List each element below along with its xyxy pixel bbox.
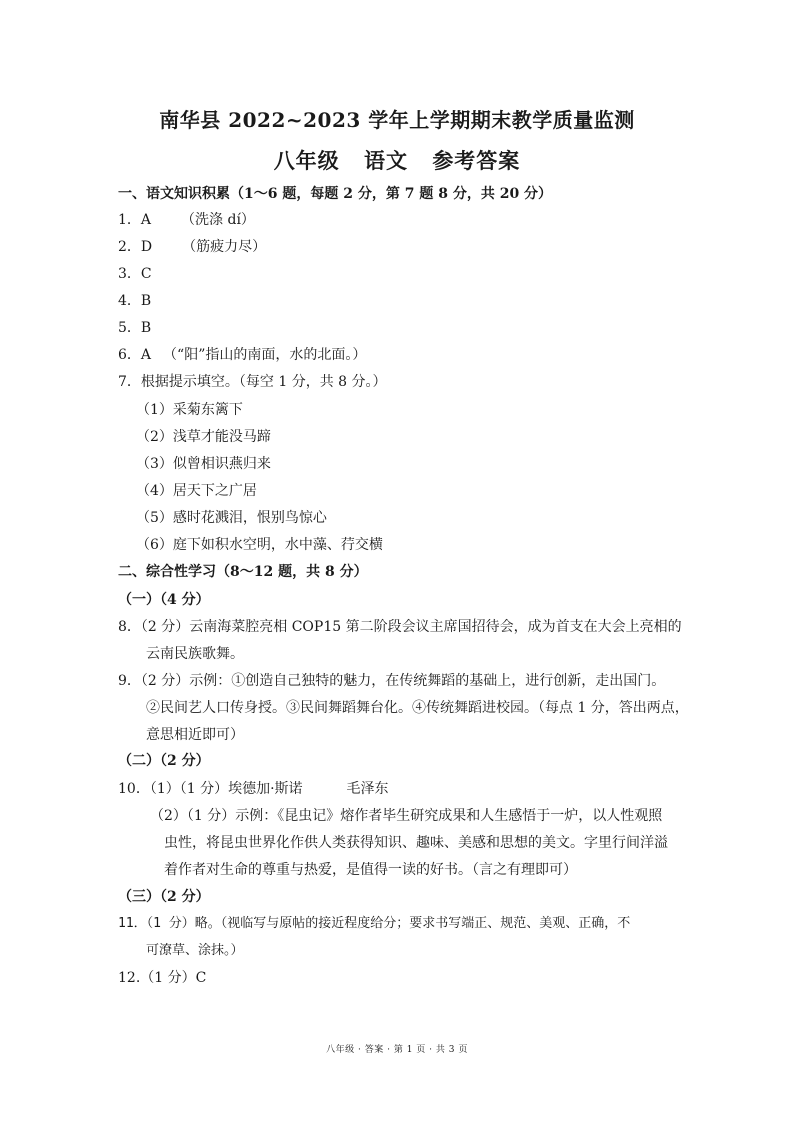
answer-number: 6．A — [118, 347, 152, 363]
part2-heading: （二）（2 分） — [118, 753, 210, 769]
answer-number: 3．C — [118, 266, 152, 282]
section1-heading: 一、语文知识积累（1～6 题，每题 2 分，第 7 题 8 分，共 20 分） — [118, 186, 553, 202]
section2-heading: 二、综合性学习（8～12 题，共 8 分） — [118, 564, 368, 580]
question-9-line3: 意思相近即可） — [146, 727, 244, 743]
q10-1-prefix: 10．（1）（1 分）埃德加·斯诺 — [118, 781, 303, 797]
question-10-1 — [118, 780, 389, 798]
answer-number: 5．B — [118, 320, 152, 336]
answer-note: （“阳”指山的南面，水的北面。） — [163, 347, 367, 363]
answer-number: 2．D — [118, 239, 153, 255]
answer-1 — [118, 211, 255, 229]
answer-5 — [118, 319, 151, 337]
answer-6 — [118, 346, 366, 364]
question-11-line1: 11．（1 分）略。（视临写与原帖的接近程度给分；要求书写端正、规范、美观、正确，不 — [118, 916, 631, 931]
question-8-line1: 8．（2 分）云南海菜腔亮相 COP15 第二阶段会议主席国招待会，成为首支在大会上亮相的 — [118, 619, 682, 635]
part3-heading: （三）（2 分） — [118, 889, 210, 905]
answer-number: 1．A — [118, 212, 152, 228]
q10-1-answer2: 毛泽东 — [346, 781, 389, 797]
answer-note: （洗涤 dí） — [181, 212, 255, 228]
question-9-line2: ②民间艺人口传身授。③民间舞蹈舞台化。④传统舞蹈进校园。（每点 1 分，答出两点， — [146, 700, 689, 716]
answer-number: 4．B — [118, 293, 152, 309]
page-footer: 八年级 · 答案 · 第 1 页 · 共 3 页 — [326, 1045, 468, 1055]
document-title: 南华县 2022~2023 学年上学期期末教学质量监测 — [159, 108, 635, 132]
question-8-line2: 云南民族歌舞。 — [146, 646, 244, 662]
subtitle-grade: 八年级 — [273, 148, 340, 173]
q7-item-2: （2）浅草才能没马蹄 — [136, 429, 271, 445]
answer-4 — [118, 292, 151, 310]
q7-item-5: （5）感时花溅泪，恨别鸟惊心 — [136, 510, 327, 526]
question-11-line2: 可潦草、涂抹。） — [146, 943, 244, 958]
q7-item-4: （4）居天下之广居 — [136, 483, 257, 499]
q7-item-1: （1）采菊东篱下 — [136, 402, 243, 418]
question-10-2-line2: 虫性，将昆虫世界化作供人类获得知识、趣味、美感和思想的美文。字里行间洋溢 — [164, 835, 668, 851]
answer-2 — [118, 238, 266, 256]
answer-3 — [118, 265, 152, 283]
question-7: 7．根据提示填空。（每空 1 分，共 8 分。） — [118, 374, 387, 390]
q7-item-3: （3）似曾相识燕归来 — [136, 456, 271, 472]
part1-heading: （一）（4 分） — [118, 592, 210, 608]
document-subtitle — [0, 145, 794, 175]
question-9-line1: 9．（2 分）示例：①创造自己独特的魅力，在传统舞蹈的基础上，进行创新，走出国门。 — [118, 673, 666, 689]
question-10-2-line3: 着作者对生命的尊重与热爱，是值得一读的好书。（言之有理即可） — [164, 862, 577, 878]
subtitle-answer: 参考答案 — [432, 148, 521, 173]
answer-note: （筋疲力尽） — [182, 239, 267, 255]
q7-item-6: （6）庭下如积水空明，水中藻、荇交横 — [136, 537, 383, 553]
question-10-2-line1: （2）（1 分）示例：《昆虫记》熔作者毕生研究成果和人生感悟于一炉，以人性观照 — [150, 808, 663, 824]
subtitle-subject: 语文 — [364, 148, 408, 173]
question-12: 12.（1 分）C — [118, 970, 207, 986]
